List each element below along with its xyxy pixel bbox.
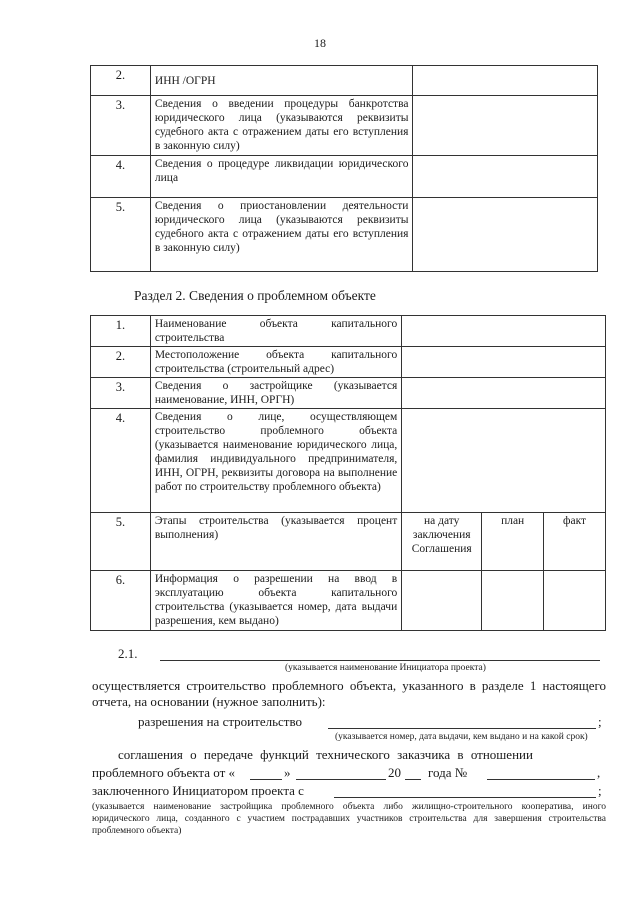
row-number: 4. <box>91 156 151 198</box>
value-cell <box>544 571 606 631</box>
developer-field[interactable] <box>334 797 596 798</box>
table-row <box>91 513 606 571</box>
row-number: 2. <box>91 66 151 96</box>
row-number: 2. <box>91 347 151 378</box>
table-row <box>91 198 598 272</box>
row-label: Сведения о лице, осуществляющем строительство проблемного объекта (указывается наименование юридического лица, фамилия индивидуального предпринимателя, ИНН, ОГРН, реквизиты договора на выполнение работ по строительству проблемного объекта) <box>150 409 401 513</box>
row-number: 3. <box>91 378 151 409</box>
developer-hint: (указывается наименование застройщика проблемного объекта либо жилищно-строительного кооператива, иного юридического лица, созданного с участием пострадавших участников строительства для завершения строительства проблемного объекта) <box>92 802 606 836</box>
table-row <box>91 316 606 347</box>
permit-label: разрешения на строительство <box>138 714 303 729</box>
row-label: Сведения о введении процедуры банкротства юридического лица (указываются реквизиты судебного акта с отражением даты его вступления в законную силу) <box>150 96 413 156</box>
row-label: Сведения о процедуре ликвидации юридического лица <box>150 156 413 198</box>
permit-field[interactable] <box>328 728 596 729</box>
row-label: Местоположение объекта капитального строительства (строительный адрес) <box>150 347 401 378</box>
value-cell <box>413 156 598 198</box>
section-title: Раздел 2. Сведения о проблемном объекте <box>134 288 376 303</box>
value-cell <box>402 347 606 378</box>
table-row <box>91 66 598 96</box>
year-prefix: 20 <box>388 765 401 780</box>
row-number: 6. <box>91 571 151 631</box>
value-cell <box>413 96 598 156</box>
stage-date-header: на дату заключения Соглашения <box>402 513 482 571</box>
value-cell <box>402 378 606 409</box>
table-problem-object <box>90 315 606 631</box>
value-cell <box>482 571 544 631</box>
quote-close: » <box>284 765 291 780</box>
permit-hint: (указывается номер, дата выдачи, кем выдано и на какой срок) <box>335 732 588 742</box>
agreement-date-prefix: проблемного объекта от « <box>92 765 235 780</box>
row-label: Этапы строительства (указывается процент выполнения) <box>150 513 401 571</box>
concluded-label: заключенного Инициатором проекта с <box>92 783 304 798</box>
row-number: 3. <box>91 96 151 156</box>
table-row <box>91 156 598 198</box>
table-row <box>91 347 606 378</box>
agreement-text: соглашения о передаче функций технического заказчика в отношении <box>118 747 533 762</box>
row-number: 1. <box>91 316 151 347</box>
row-number: 5. <box>91 198 151 272</box>
value-cell <box>402 316 606 347</box>
row-label: Сведения о приостановлении деятельности юридического лица (указываются реквизиты судебного акта с отражением даты его вступления в законную силу) <box>150 198 413 272</box>
agreement-day-field[interactable] <box>250 779 282 780</box>
row-label: Наименование объекта капитального строительства <box>150 316 401 347</box>
semicolon: ; <box>598 783 602 798</box>
table-row <box>91 571 606 631</box>
table-row <box>91 378 606 409</box>
row-label: Сведения о застройщике (указывается наименование, ИНН, ОРГН) <box>150 378 401 409</box>
number-label: года № <box>428 765 468 780</box>
page-number: 18 <box>314 36 326 50</box>
initiator-hint: (указывается наименование Инициатора проекта) <box>285 663 486 673</box>
value-cell <box>402 571 482 631</box>
semicolon: ; <box>598 714 602 729</box>
comma: , <box>597 765 601 780</box>
agreement-month-field[interactable] <box>296 779 386 780</box>
row-label: ИНН /ОГРН <box>150 66 413 96</box>
table-row <box>91 409 606 513</box>
table-row <box>91 96 598 156</box>
row-number: 4. <box>91 409 151 513</box>
agreement-year-field[interactable] <box>405 779 421 780</box>
value-cell <box>413 66 598 96</box>
stage-fact-header: факт <box>544 513 606 571</box>
value-cell <box>413 198 598 272</box>
agreement-number-field[interactable] <box>487 779 595 780</box>
table-legal-entity <box>90 65 598 272</box>
stage-plan-header: план <box>482 513 544 571</box>
row-label: Информация о разрешении на ввод в эксплуатацию объекта капитального строительства (указывается номер, дата выдачи разрешения, кем выдано) <box>150 571 401 631</box>
row-number: 5. <box>91 513 151 571</box>
item-number: 2.1. <box>118 646 138 661</box>
value-cell <box>402 409 606 513</box>
basis-paragraph: осуществляется строительство проблемного объекта, указанного в разделе 1 настоящего отчета, на основании (нужное заполнить): <box>92 678 606 709</box>
initiator-name-field[interactable] <box>160 660 600 661</box>
